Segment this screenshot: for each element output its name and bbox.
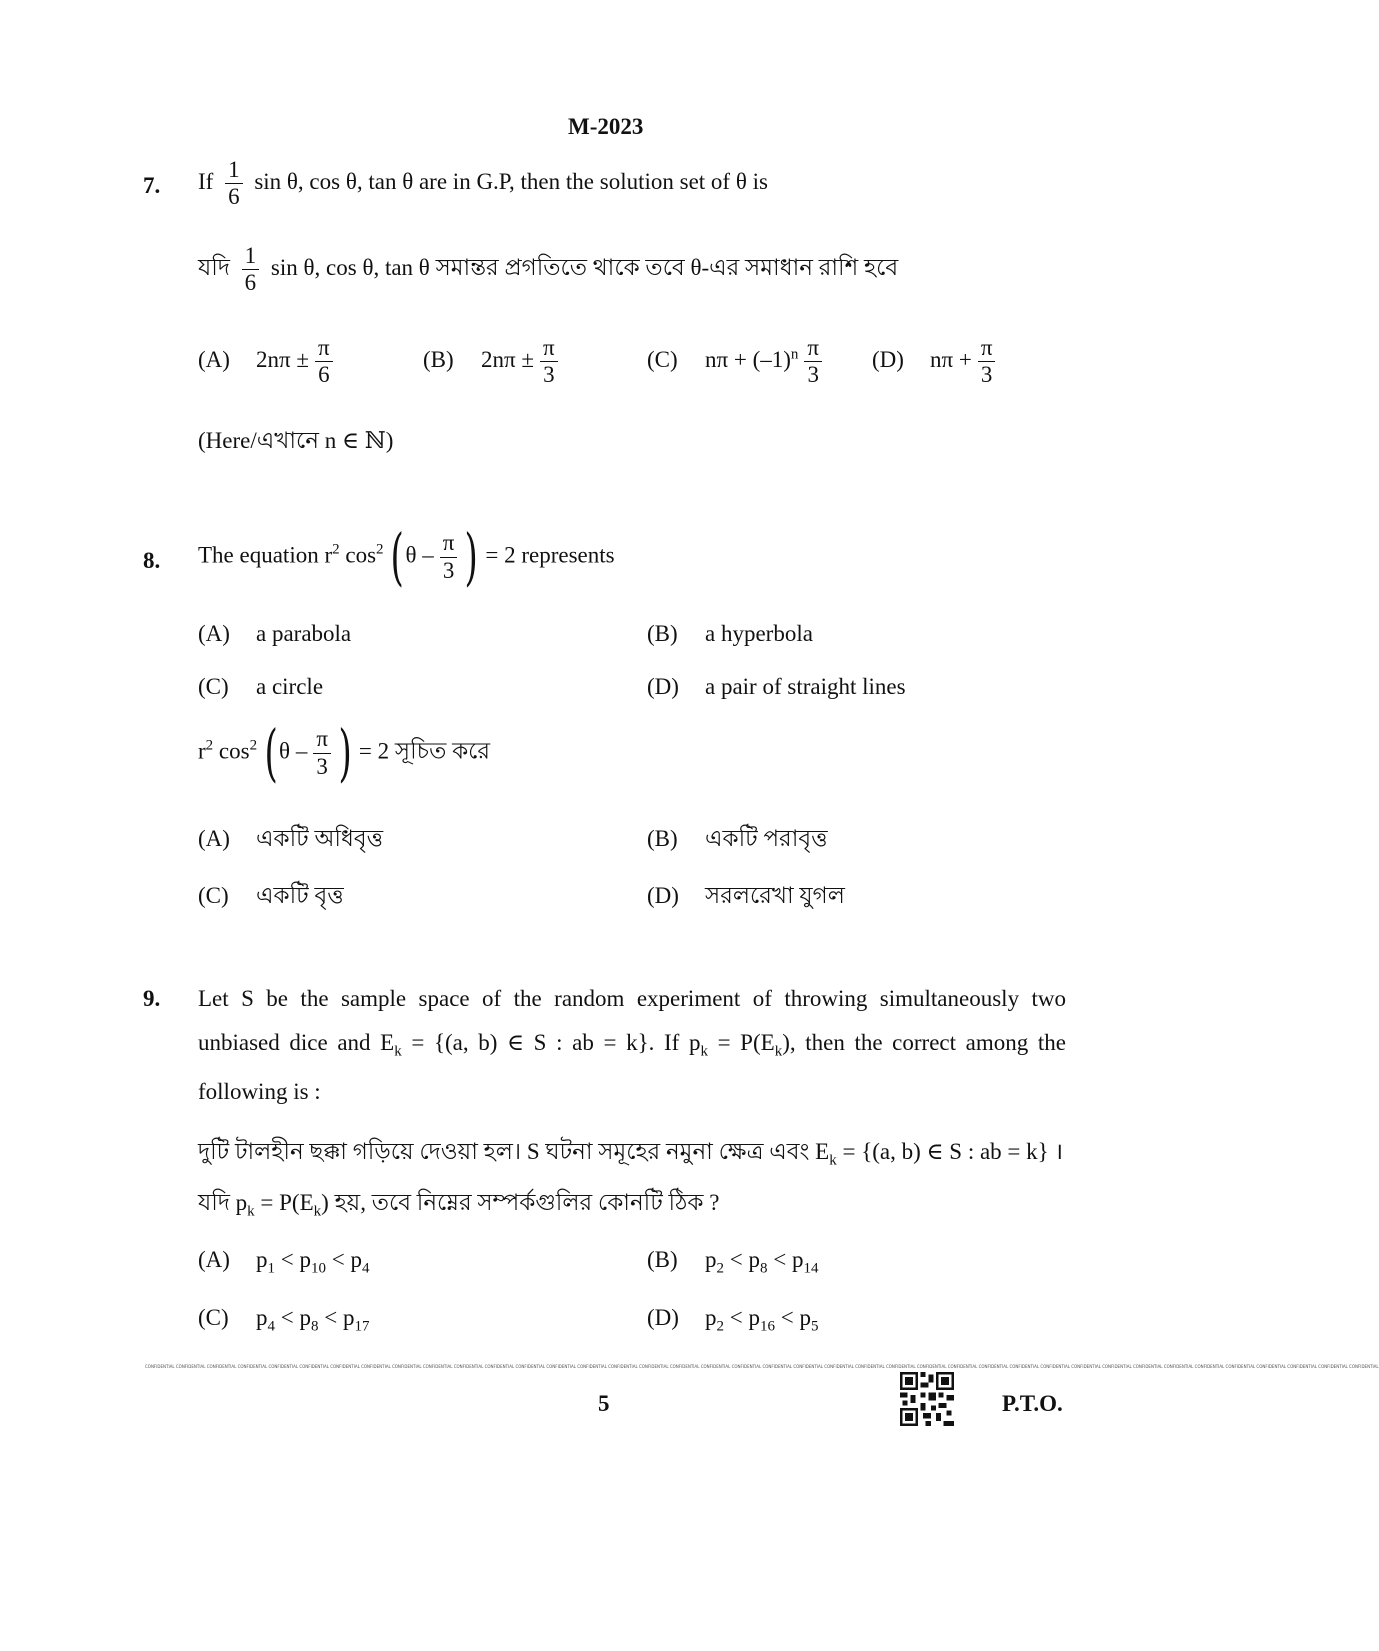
q9-l2-a: unbiased dice and E: [198, 1030, 395, 1055]
frac-num: π: [978, 336, 996, 362]
frac-den: 3: [543, 362, 555, 388]
q8-bn-cos: cos: [218, 738, 250, 764]
right-paren-icon: ): [464, 520, 479, 593]
page-header-code: M-2023: [568, 114, 644, 139]
option-label: (A): [198, 346, 230, 372]
q7-option-c: [647, 336, 828, 387]
p: p: [705, 1305, 717, 1330]
sub-k: k: [247, 1203, 255, 1220]
sub: 14: [803, 1260, 819, 1277]
q8-bn-prefix: r: [198, 738, 206, 764]
option-label: (C): [198, 674, 229, 699]
q8-theta-minus: θ –: [405, 542, 434, 568]
page-number: 5: [598, 1391, 610, 1416]
q7-note: (Here/এখানে n ∈ ℕ): [198, 428, 394, 453]
p: p: [342, 1305, 355, 1330]
frac-den: 3: [316, 753, 328, 779]
q8-bn-theta-minus: θ –: [279, 738, 308, 764]
q7-en-fraction: [225, 158, 243, 209]
q8-cos: cos: [345, 542, 377, 568]
q7-option-a: [198, 336, 339, 387]
option-label: (A): [198, 826, 230, 851]
option-label: (A): [198, 1247, 230, 1272]
q7-frac-num: 1: [225, 158, 243, 184]
q7-bn-prefix: যদি: [198, 254, 230, 280]
q7-english-text: [198, 158, 768, 209]
q9-line-3: following is :: [198, 1079, 321, 1104]
q7-option-d: [872, 336, 1001, 387]
q9-line-1: Let S be the sample space of the random experiment of throwing simultaneously two: [198, 986, 1066, 1011]
q8-bengali-equation: [198, 716, 491, 789]
sub-k: k: [774, 1043, 783, 1060]
q8-option-d-en: [647, 674, 906, 700]
p: p: [299, 1305, 311, 1330]
q8-option-d-bn: [647, 877, 845, 916]
option-fraction: [315, 336, 333, 387]
option-text: একটি পরাবৃত্ত: [705, 826, 828, 851]
q7-bn-frac-den: 6: [244, 270, 257, 296]
option-label: (C): [647, 346, 678, 372]
p: p: [299, 1247, 311, 1272]
q7-frac-den: 6: [228, 184, 240, 210]
sub: 1: [267, 1260, 275, 1277]
option-text: সরলরেখা যুগল: [705, 883, 845, 908]
q9-option-d: (D) $p_2 < p_{16} < p_5$: [647, 1305, 819, 1335]
option-text: a circle: [256, 674, 324, 699]
q8-option-b-en: [647, 621, 813, 647]
sub: 2: [716, 1318, 724, 1335]
sub-k: k: [829, 1152, 837, 1169]
q7-bn-fraction: [242, 244, 260, 295]
sub: 10: [310, 1260, 326, 1277]
sub-k: k: [394, 1043, 402, 1060]
qr-code-icon: [900, 1372, 954, 1426]
q9-l2-b: = {(a, b) ∈ S : ab = k}. If p: [401, 1030, 701, 1055]
q7-option-b: [423, 336, 564, 387]
sub: 4: [267, 1318, 275, 1335]
option-label: (D): [647, 1305, 679, 1330]
q8-bn-sup2: 2: [249, 737, 258, 754]
question-number-8: 8.: [143, 548, 161, 573]
option-fraction: [540, 336, 558, 387]
q8-bn-fraction: [313, 727, 331, 778]
frac-den: 3: [980, 362, 993, 388]
option-label: (B): [647, 826, 678, 851]
p: p: [791, 1247, 804, 1272]
sub-k: k: [313, 1203, 322, 1220]
option-expr: 2nπ ±: [481, 346, 534, 372]
q8-option-b-bn: [647, 820, 828, 859]
option-text: একটি বৃত্ত: [256, 883, 344, 908]
q9-bn2-c: ) হয়, তবে নিম্নের সম্পর্কগুলির কোনটি ঠিক ?: [321, 1190, 720, 1215]
frac-den: 6: [318, 362, 330, 388]
frac-den: 3: [442, 557, 455, 583]
left-paren-icon: (: [390, 520, 405, 593]
right-paren-icon: ): [338, 716, 352, 789]
pto-label: P.T.O.: [1002, 1391, 1063, 1416]
frac-num: π: [315, 336, 333, 362]
p: p: [799, 1305, 811, 1330]
p: p: [748, 1305, 760, 1330]
option-fraction: [978, 336, 996, 387]
q8-option-c-en: [198, 674, 323, 700]
q9-bn1-a: দুটি টালহীন ছক্কা গড়িয়ে দেওয়া হল। S ঘটনা সমূহের নমুনা ক্ষেত্র এবং E: [198, 1139, 830, 1164]
option-label: (C): [198, 883, 229, 908]
p: p: [705, 1247, 717, 1272]
frac-num: π: [540, 336, 558, 362]
q9-option-b: (B) $p_2 < p_8 < p_{14}$: [647, 1247, 819, 1277]
question-number-9: 9.: [143, 986, 161, 1011]
q7-bn-suffix: sin θ, cos θ, tan θ সমান্তর প্রগতিতে থাকে তবে θ-এর সমাধান রাশি হবে: [270, 254, 899, 280]
q9-l2-c: = P(E: [707, 1030, 775, 1055]
option-label: (C): [198, 1305, 229, 1330]
q8-option-c-bn: [198, 877, 344, 916]
sub: 4: [361, 1260, 370, 1277]
frac-num: π: [313, 727, 331, 753]
option-text: a hyperbola: [705, 621, 813, 646]
sub: 5: [810, 1318, 819, 1335]
option-text: a parabola: [256, 621, 352, 646]
option-sup: n: [790, 346, 799, 363]
q8-fraction: [440, 531, 458, 582]
question-number-7: 7.: [143, 173, 161, 198]
q9-bn1-b: = {(a, b) ∈ S : ab = k} ।: [836, 1139, 1064, 1164]
q8-suffix: = 2 represents: [485, 542, 615, 568]
q9-option-a: (A) $p_1 < p_{10} < p_4$: [198, 1247, 370, 1277]
option-label: (B): [423, 346, 454, 372]
option-expr: nπ + (–1): [705, 346, 791, 372]
q7-bn-frac-num: 1: [242, 244, 260, 270]
q8-prefix: The equation r: [198, 542, 333, 568]
p: p: [748, 1247, 760, 1272]
p: p: [256, 1305, 268, 1330]
q8-bn-suffix: = 2 সূচিত করে: [358, 738, 491, 764]
q9-bn2-a: যদি p: [198, 1190, 248, 1215]
option-label: (B): [647, 621, 678, 646]
q9-bn2-b: = P(E: [254, 1190, 314, 1215]
option-fraction: [804, 336, 822, 387]
sub: 8: [310, 1318, 319, 1335]
q8-sup2: 2: [376, 541, 384, 558]
p: p: [256, 1247, 268, 1272]
option-text: a pair of straight lines: [705, 674, 906, 699]
left-paren-icon: (: [264, 716, 278, 789]
q9-l2-d: ), then the correct among the: [782, 1030, 1066, 1055]
option-label: (D): [647, 883, 679, 908]
q8-sup1: 2: [332, 541, 340, 558]
option-expr: 2nπ ±: [256, 346, 309, 372]
option-expr: nπ +: [930, 346, 972, 372]
q7-en-suffix: sin θ, cos θ, tan θ are in G.P, then the solution set of θ is: [254, 168, 768, 194]
sub: 8: [759, 1260, 768, 1277]
q8-option-a-bn: [198, 820, 383, 859]
confidential-strip: CONFIDENTIAL CONFIDENTIAL CONFIDENTIAL CONFIDENTIAL CONFIDENTIAL CONFIDENTIAL CONFIDENTIAL CONFIDENTIAL CONFIDENTIAL CONFIDENTIAL CONFIDENTIAL CONFIDENTIAL CONFIDENTIAL CONFIDENTIAL CONFIDENTIAL CONFIDENTIAL CONFIDENTIAL CONFIDENTIAL CONFIDENTIAL CONFIDENTIAL CONFIDENTIAL CONFIDENTIAL CONFIDENTIAL CONFIDENTIAL CONFIDENTIAL CONFIDENTIAL CONFIDENTIAL CONFIDENTIAL CONFIDENTIAL CONFIDENTIAL CONFIDENTIAL CONFIDENTIAL CONFIDENTIAL CONFIDENTIAL CONFIDENTIAL CONFIDENTIAL CONFIDENTIAL CONFIDENTIAL CONFIDENTIAL CONFIDENTIAL: [145, 1364, 1379, 1369]
option-label: (B): [647, 1247, 678, 1272]
sub: 16: [759, 1318, 775, 1335]
q9-line-2: [198, 1030, 1066, 1061]
frac-num: π: [804, 336, 822, 362]
frac-den: 3: [807, 362, 819, 388]
q8-english-equation: [198, 520, 615, 593]
q9-bengali-line-2: [198, 1184, 719, 1223]
sub: 2: [716, 1260, 724, 1277]
frac-num: π: [440, 531, 458, 557]
q7-bengali-text: [198, 244, 898, 295]
option-label: (D): [647, 674, 679, 699]
option-label: (D): [872, 346, 904, 372]
p: p: [350, 1247, 362, 1272]
sub: 17: [354, 1318, 370, 1335]
sub-k: k: [700, 1043, 708, 1060]
q9-bengali-line-1: [198, 1133, 1063, 1172]
q9-option-c: (C) $p_4 < p_8 < p_{17}$: [198, 1305, 370, 1335]
option-text: একটি অধিবৃত্ত: [256, 826, 384, 851]
q8-option-a-en: [198, 621, 351, 647]
q7-en-prefix: If: [198, 168, 214, 194]
q8-bn-sup1: 2: [205, 737, 214, 754]
option-label: (A): [198, 621, 230, 646]
